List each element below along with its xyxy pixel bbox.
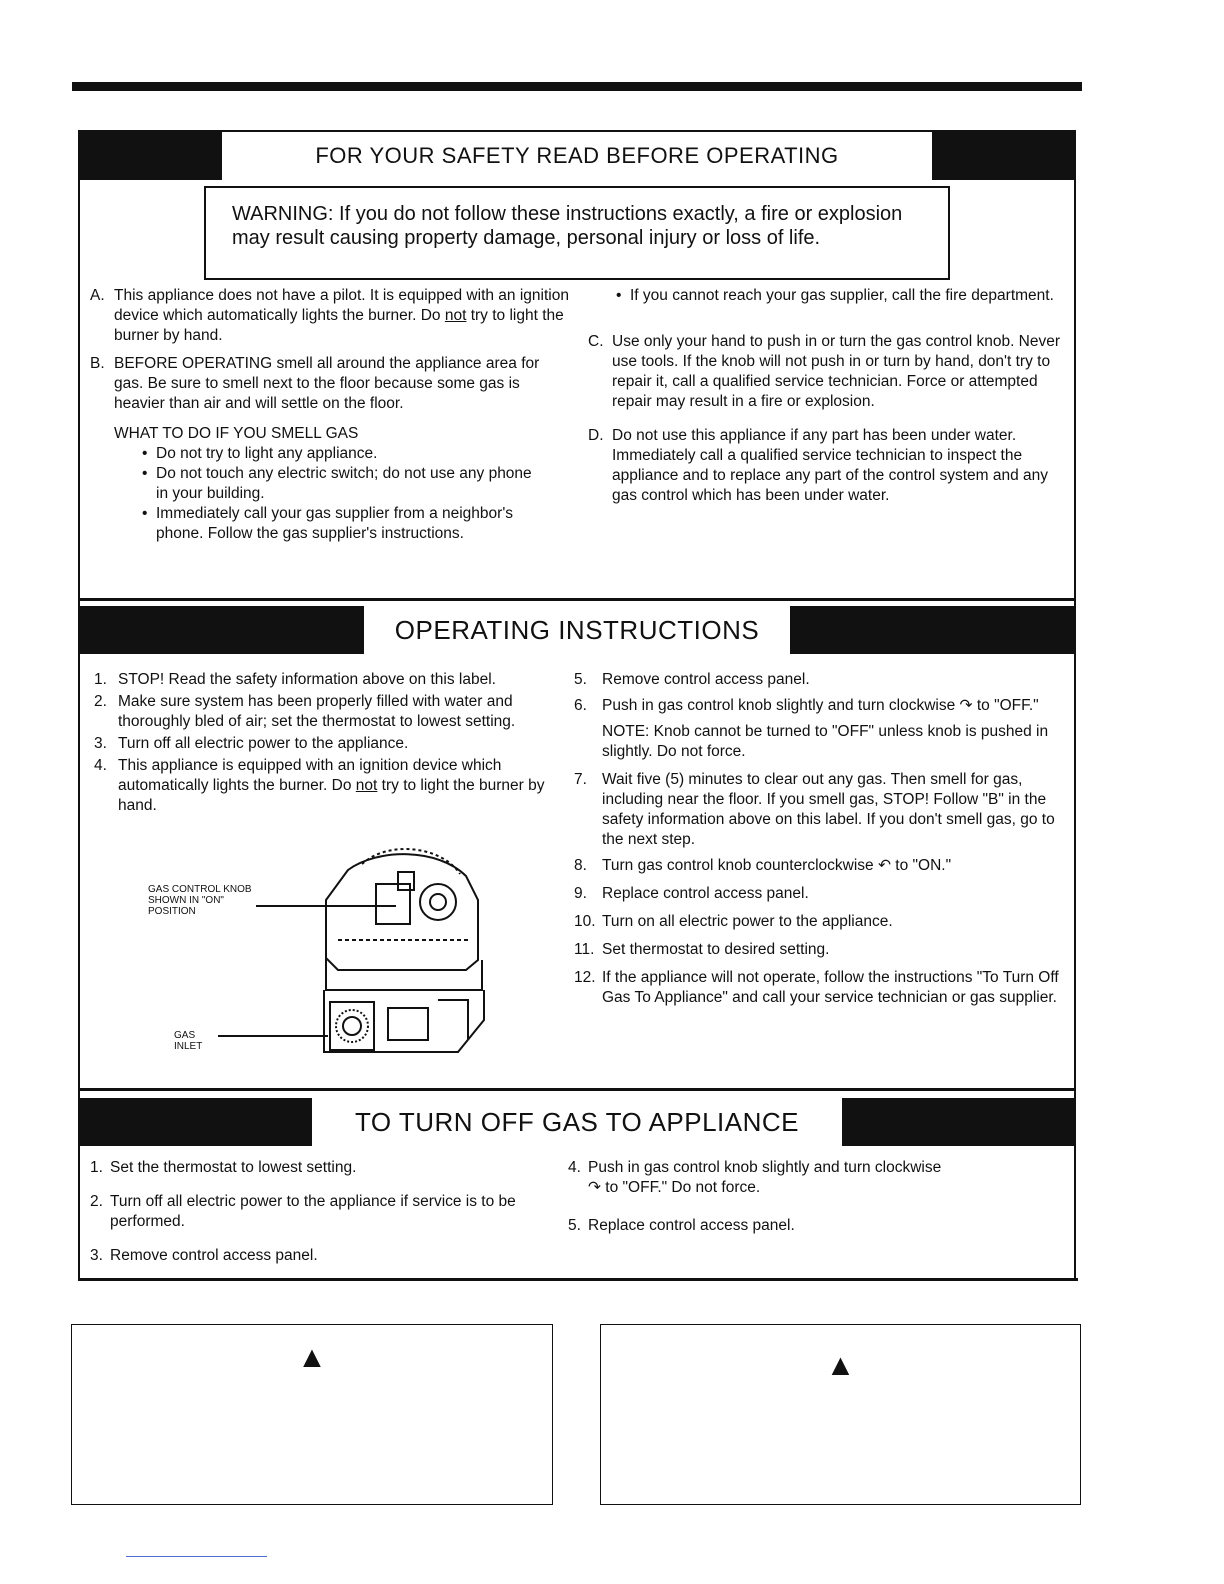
safety-item-b: B. BEFORE OPERATING smell all around the appliance area for gas. Be sure to smell next to the floor because some gas is heavier than air and will settle on the floor. — [90, 355, 540, 412]
gas-valve-illustration — [148, 840, 498, 1070]
counterclockwise-arrow-icon: ↶ — [877, 857, 891, 874]
smell-gas-bullet: • If you cannot reach your gas supplier, call the fire department. — [612, 286, 1062, 306]
turnoff-step-2: 2. Turn off all electric power to the appliance if service is to be performed. — [90, 1193, 516, 1230]
operating-step-1: 1. STOP! Read the safety information above on this label. — [94, 671, 496, 688]
turnoff-left-column — [90, 1158, 550, 1274]
warning-box: WARNING: If you do not follow these instructions exactly, a fire or explosion may result causing property damage, personal injury or loss of life. — [204, 186, 950, 280]
footer-link-underline — [126, 1556, 267, 1557]
safety-right-column — [588, 286, 1062, 514]
operating-step-11: 11. Set thermostat to desired setting. — [574, 941, 830, 958]
operating-step-7: 7. Wait five (5) minutes to clear out any gas. Then smell for gas, including near the floor. If you smell gas, STOP! Follow "B" in the safety information above on this label. If you don't smell gas, go to the next step. — [574, 771, 1055, 848]
operating-step-5: 5. Remove control access panel. — [574, 671, 810, 688]
smell-gas-heading: WHAT TO DO IF YOU SMELL GAS — [114, 425, 359, 442]
operating-step-9: 9. Replace control access panel. — [574, 885, 809, 902]
turnoff-header — [80, 1098, 1074, 1146]
operating-left-column — [94, 670, 546, 824]
smell-gas-block — [90, 424, 572, 544]
warning-triangle-icon: ▲ — [297, 1341, 327, 1374]
operating-step-8: 8. Turn gas control knob counterclockwise ↶ to "ON." — [574, 857, 952, 874]
label-bottom-rule — [78, 1278, 1078, 1281]
safety-item-a: A. This appliance does not have a pilot. It is equipped with an ignition device which automatically lights the burner. Do not try to light the burner by hand. — [90, 287, 569, 344]
warning-triangle-icon: ▲ — [825, 1349, 856, 1382]
smell-gas-bullet: • Do not touch any electric switch; do not use any phone in your building. — [138, 464, 532, 504]
safety-item-c: C. Use only your hand to push in or turn the gas control knob. Never use tools. If the knob will not push in or turn by hand, don't try to repair it, call a qualified service technician. Force or attempted repair may result in a fire or explosion. — [588, 333, 1061, 410]
operating-step-6: 6. Push in gas control knob slightly and turn clockwise ↷ to "OFF." — [574, 697, 1039, 714]
warning-box-right — [600, 1324, 1081, 1505]
operating-title: OPERATING INSTRUCTIONS — [394, 614, 760, 645]
turnoff-step-1: 1. Set the thermostat to lowest setting. — [90, 1159, 357, 1176]
operating-step-10: 10. Turn on all electric power to the appliance. — [574, 913, 893, 930]
warning-box-left — [71, 1324, 553, 1505]
turnoff-title: TO TURN OFF GAS TO APPLIANCE — [354, 1106, 800, 1137]
clockwise-arrow-icon: ↷ — [959, 697, 973, 714]
callout-inlet-label: GAS INLET — [174, 1030, 203, 1052]
turnoff-right-column — [568, 1158, 958, 1244]
turnoff-step-3: 3. Remove control access panel. — [90, 1247, 318, 1264]
operating-header — [80, 606, 1074, 654]
operating-step-2: 2. Make sure system has been properly filled with water and thoroughly bled of air; set the thermostat to lowest setting. — [94, 693, 516, 730]
safety-left-column — [90, 286, 572, 544]
safety-header — [80, 132, 1074, 180]
safety-title: FOR YOUR SAFETY READ BEFORE OPERATING — [315, 143, 839, 168]
clockwise-arrow-icon: ↷ — [588, 1179, 601, 1196]
safety-item-d: D. Do not use this appliance if any part has been under water. Immediately call a qualified service technician to inspect the appliance and to replace any part of the control system and any gas control which has been under water. — [588, 427, 1048, 504]
turnoff-step-5: 5. Replace control access panel. — [568, 1217, 795, 1234]
callout-knob-label: GAS CONTROL KNOB SHOWN IN "ON" POSITION — [148, 884, 252, 917]
smell-gas-bullet: • Do not try to light any appliance. — [138, 444, 532, 464]
operating-step-12: 12. If the appliance will not operate, follow the instructions "To Turn Off Gas To Appliance" and call your service technician or gas supplier. — [574, 969, 1059, 1006]
operating-step-3: 3. Turn off all electric power to the appliance. — [94, 735, 409, 752]
operating-step-4: 4. This appliance is equipped with an ignition device which automatically lights the burner. Do not try to light the burner by hand. — [94, 757, 545, 814]
turnoff-step-4: 4. Push in gas control knob slightly and turn clockwise ↷ to "OFF." Do not force. — [568, 1159, 942, 1196]
operating-right-column — [574, 670, 1062, 1016]
top-rule — [72, 82, 1082, 91]
operating-note: NOTE: Knob cannot be turned to "OFF" unless knob is pushed in slightly. Do not force. — [602, 723, 1049, 760]
smell-gas-bullet: • Immediately call your gas supplier from a neighbor's phone. Follow the gas supplier's instructions. — [138, 504, 532, 544]
